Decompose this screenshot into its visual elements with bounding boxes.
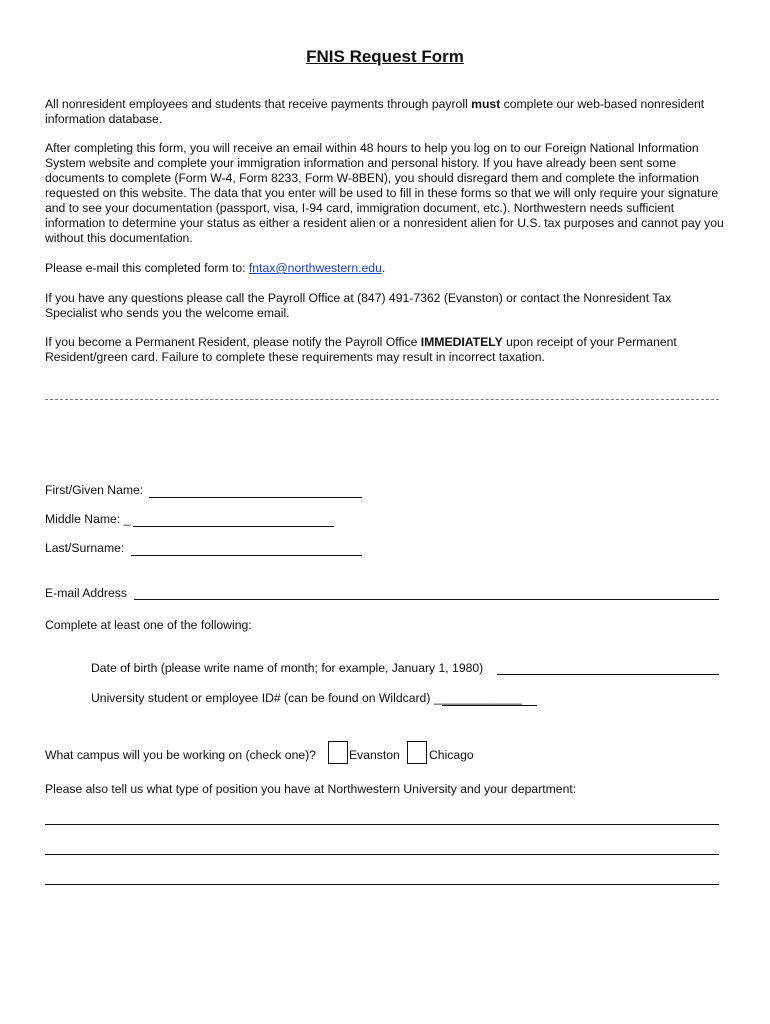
middle-name-field[interactable] [133, 526, 334, 527]
emphasis-immediately: IMMEDIATELY [420, 335, 503, 349]
evanston-checkbox[interactable] [328, 741, 348, 764]
last-name-field[interactable] [131, 555, 362, 556]
period-text: . [381, 261, 386, 275]
email-instruction-text: Please e-mail this completed form to: [45, 261, 249, 275]
first-name-field[interactable] [149, 497, 362, 498]
intro-paragraph-5 [45, 335, 725, 365]
intro-text: complete our web-based nonresident information database. [45, 97, 705, 126]
form-title: FNIS Request Form [306, 47, 464, 66]
chicago-label: Chicago [429, 748, 474, 762]
first-name-label: First/Given Name: [45, 483, 144, 497]
last-name-label: Last/Surname: [45, 541, 125, 555]
intro-paragraph-3 [45, 261, 725, 276]
intro-paragraph-4: If you have any questions please call the Payroll Office at (847) 491-7362 (Evanston) or contact the Nonresident Tax Specialist who sends you the welcome email. [45, 291, 672, 320]
complete-one-instruction: Complete at least one of the following: [45, 618, 252, 632]
dob-label: Date of birth (please write name of month; for example, January 1, 1980) [91, 661, 484, 675]
campus-question: What campus will you be working on (check one)? [45, 748, 316, 762]
position-answer-line-3[interactable] [45, 884, 719, 885]
email-label: E-mail Address [45, 586, 127, 600]
position-answer-line-2[interactable] [45, 854, 719, 855]
position-answer-line-1[interactable] [45, 824, 719, 825]
student-id-field[interactable] [442, 705, 537, 706]
emphasis-must: must [471, 97, 501, 111]
chicago-checkbox[interactable] [407, 741, 427, 764]
intro-text: All nonresident employees and students that receive payments through payroll [45, 97, 472, 111]
position-question: Please also tell us what type of position you have at Northwestern University and your department: [45, 782, 577, 796]
dashed-separator [45, 399, 719, 400]
dob-field[interactable] [497, 674, 719, 675]
intro-paragraph-1 [45, 97, 725, 127]
evanston-label: Evanston [349, 748, 400, 762]
email-link[interactable]: fntax@northwestern.edu [248, 261, 382, 275]
resident-text: upon receipt of your Permanent Resident/green card. Failure to complete these requirements may result in incorrect taxation. [45, 335, 677, 364]
email-field[interactable] [134, 599, 719, 600]
middle-name-label: Middle Name: _ [45, 512, 131, 526]
resident-text: If you become a Permanent Resident, please notify the Payroll Office [45, 335, 421, 349]
student-id-label: University student or employee ID# (can be found on Wildcard) _____________ [91, 691, 522, 705]
intro-paragraph-2: After completing this form, you will receive an email within 48 hours to help you log on to our Foreign National Information System website and complete your immigration information and personal history. If you have already been sent some documents to complete (Form W-4, Form 8233, Form W-8BEN), you should disregard them and complete the information requested on this website. The data that you enter will be used to fill in these forms so that we will only require your signature and to see your documentation (passport, visa, I-94 card, immigration document, etc.). Northwestern needs sufficient information to determine your status as either a resident alien or a nonresident alien for U.S. tax purposes and cannot pay you without this documentation. [45, 141, 724, 245]
